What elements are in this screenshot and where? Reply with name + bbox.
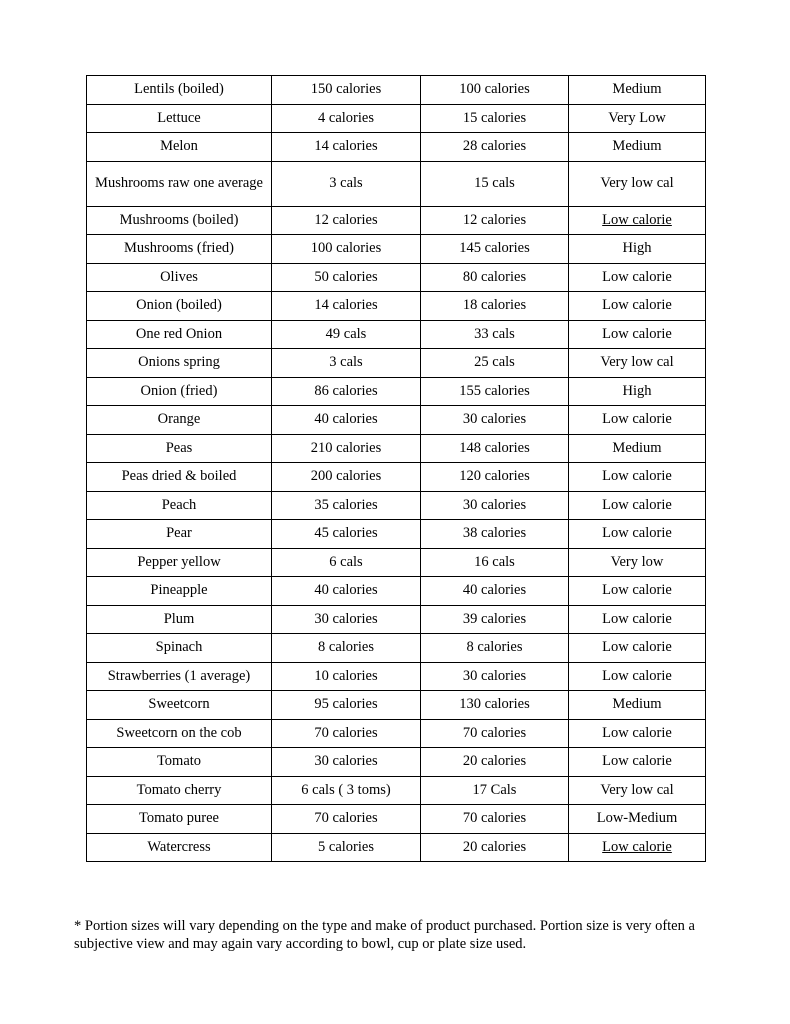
calorie-rating-cell: Low calorie [569, 463, 706, 492]
calories-per-portion-cell: 39 calories [421, 605, 569, 634]
calories-per-100g-cell: 49 cals [272, 320, 421, 349]
food-name-cell: Onions spring [87, 349, 272, 378]
calorie-rating-cell: Very low cal [569, 776, 706, 805]
food-name-cell: Tomato puree [87, 805, 272, 834]
calorie-rating-cell: Very low cal [569, 349, 706, 378]
table-row [87, 434, 706, 463]
calories-per-100g-cell: 14 calories [272, 292, 421, 321]
calories-per-portion-cell: 70 calories [421, 805, 569, 834]
calories-per-portion-cell: 30 calories [421, 406, 569, 435]
food-name-cell: Pear [87, 520, 272, 549]
food-name-cell: Onion (boiled) [87, 292, 272, 321]
table-row [87, 691, 706, 720]
table-row [87, 577, 706, 606]
calories-per-100g-cell: 5 calories [272, 833, 421, 862]
calorie-rating-cell: Low-Medium [569, 805, 706, 834]
calories-per-portion-cell: 15 cals [421, 161, 569, 206]
calories-per-100g-cell: 40 calories [272, 406, 421, 435]
calorie-rating-cell: Medium [569, 133, 706, 162]
calories-per-portion-cell: 130 calories [421, 691, 569, 720]
table-row [87, 833, 706, 862]
food-name-cell: Peas [87, 434, 272, 463]
calorie-rating-cell: High [569, 377, 706, 406]
calorie-rating-cell: Low calorie [569, 206, 706, 235]
table-row [87, 406, 706, 435]
calories-per-100g-cell: 6 cals [272, 548, 421, 577]
food-name-cell: Mushrooms (boiled) [87, 206, 272, 235]
table-row [87, 349, 706, 378]
calories-per-portion-cell: 20 calories [421, 833, 569, 862]
table-row [87, 491, 706, 520]
food-name-cell: Tomato [87, 748, 272, 777]
calorie-rating-cell: Low calorie [569, 634, 706, 663]
calories-per-100g-cell: 100 calories [272, 235, 421, 264]
food-name-cell: Melon [87, 133, 272, 162]
food-name-cell: Tomato cherry [87, 776, 272, 805]
calorie-rating-cell: Low calorie [569, 406, 706, 435]
table-row [87, 377, 706, 406]
calories-per-100g-cell: 86 calories [272, 377, 421, 406]
calories-per-portion-cell: 80 calories [421, 263, 569, 292]
food-name-cell: Peas dried & boiled [87, 463, 272, 492]
table-row [87, 206, 706, 235]
calorie-rating-cell: Low calorie [569, 605, 706, 634]
calorie-rating-cell: Very low cal [569, 161, 706, 206]
calorie-rating-cell: High [569, 235, 706, 264]
calories-per-portion-cell: 15 calories [421, 104, 569, 133]
table-row [87, 235, 706, 264]
calories-per-100g-cell: 70 calories [272, 805, 421, 834]
calories-per-100g-cell: 8 calories [272, 634, 421, 663]
calories-per-100g-cell: 10 calories [272, 662, 421, 691]
food-name-cell: Onion (fried) [87, 377, 272, 406]
table-row [87, 748, 706, 777]
table-row [87, 104, 706, 133]
calorie-rating-cell: Low calorie [569, 320, 706, 349]
calorie-rating-cell: Medium [569, 76, 706, 105]
calories-per-100g-cell: 14 calories [272, 133, 421, 162]
calories-per-portion-cell: 28 calories [421, 133, 569, 162]
table-row [87, 719, 706, 748]
food-name-cell: Sweetcorn on the cob [87, 719, 272, 748]
calorie-rating-cell: Low calorie [569, 520, 706, 549]
table-row [87, 662, 706, 691]
calorie-rating-cell: Very Low [569, 104, 706, 133]
calories-per-100g-cell: 200 calories [272, 463, 421, 492]
calories-per-100g-cell: 30 calories [272, 605, 421, 634]
table-row [87, 463, 706, 492]
calories-per-100g-cell: 3 cals [272, 161, 421, 206]
food-name-cell: Sweetcorn [87, 691, 272, 720]
calories-per-portion-cell: 33 cals [421, 320, 569, 349]
calories-per-100g-cell: 150 calories [272, 76, 421, 105]
calories-per-100g-cell: 30 calories [272, 748, 421, 777]
calorie-rating-cell: Low calorie [569, 662, 706, 691]
calories-per-100g-cell: 35 calories [272, 491, 421, 520]
food-name-cell: Lentils (boiled) [87, 76, 272, 105]
table-row [87, 548, 706, 577]
calories-per-100g-cell: 95 calories [272, 691, 421, 720]
footnote: * Portion sizes will vary depending on the type and make of product purchased. Portion size is very often a subjective view and may again vary according to bowl, cup or plate size used. [74, 917, 695, 952]
food-name-cell: One red Onion [87, 320, 272, 349]
calories-per-portion-cell: 145 calories [421, 235, 569, 264]
calories-per-100g-cell: 70 calories [272, 719, 421, 748]
calories-per-portion-cell: 20 calories [421, 748, 569, 777]
calories-per-portion-cell: 12 calories [421, 206, 569, 235]
table-row [87, 292, 706, 321]
calories-per-portion-cell: 18 calories [421, 292, 569, 321]
calorie-rating-cell: Medium [569, 691, 706, 720]
food-name-cell: Pepper yellow [87, 548, 272, 577]
calories-per-portion-cell: 38 calories [421, 520, 569, 549]
calories-per-100g-cell: 210 calories [272, 434, 421, 463]
calories-per-100g-cell: 12 calories [272, 206, 421, 235]
table-row [87, 133, 706, 162]
calories-per-portion-cell: 148 calories [421, 434, 569, 463]
calories-per-100g-cell: 40 calories [272, 577, 421, 606]
calorie-rating-cell: Medium [569, 434, 706, 463]
table-row [87, 520, 706, 549]
food-name-cell: Strawberries (1 average) [87, 662, 272, 691]
food-name-cell: Watercress [87, 833, 272, 862]
calorie-rating-cell: Low calorie [569, 263, 706, 292]
table-row [87, 320, 706, 349]
calorie-rating-cell: Low calorie [569, 833, 706, 862]
calories-per-portion-cell: 100 calories [421, 76, 569, 105]
calories-per-portion-cell: 25 cals [421, 349, 569, 378]
table-row [87, 805, 706, 834]
calorie-rating-cell: Very low [569, 548, 706, 577]
calorie-rating-cell: Low calorie [569, 292, 706, 321]
calories-per-100g-cell: 4 calories [272, 104, 421, 133]
calorie-rating-cell: Low calorie [569, 491, 706, 520]
food-name-cell: Pineapple [87, 577, 272, 606]
food-name-cell: Plum [87, 605, 272, 634]
calories-per-portion-cell: 120 calories [421, 463, 569, 492]
calories-per-100g-cell: 3 cals [272, 349, 421, 378]
food-name-cell: Olives [87, 263, 272, 292]
calories-per-portion-cell: 17 Cals [421, 776, 569, 805]
food-name-cell: Mushrooms raw one average [87, 161, 272, 206]
calories-per-portion-cell: 8 calories [421, 634, 569, 663]
table-row [87, 263, 706, 292]
food-name-cell: Peach [87, 491, 272, 520]
food-name-cell: Spinach [87, 634, 272, 663]
food-name-cell: Lettuce [87, 104, 272, 133]
food-name-cell: Mushrooms (fried) [87, 235, 272, 264]
table-row [87, 605, 706, 634]
table-row [87, 776, 706, 805]
table-row [87, 634, 706, 663]
calorie-table [86, 75, 706, 862]
calories-per-100g-cell: 50 calories [272, 263, 421, 292]
table-row [87, 161, 706, 206]
calories-per-portion-cell: 16 cals [421, 548, 569, 577]
calories-per-portion-cell: 70 calories [421, 719, 569, 748]
calories-per-portion-cell: 40 calories [421, 577, 569, 606]
table-row [87, 76, 706, 105]
calorie-rating-cell: Low calorie [569, 577, 706, 606]
calories-per-100g-cell: 45 calories [272, 520, 421, 549]
calories-per-100g-cell: 6 cals ( 3 toms) [272, 776, 421, 805]
calories-per-portion-cell: 30 calories [421, 662, 569, 691]
calorie-rating-cell: Low calorie [569, 719, 706, 748]
calories-per-portion-cell: 30 calories [421, 491, 569, 520]
calorie-rating-cell: Low calorie [569, 748, 706, 777]
food-name-cell: Orange [87, 406, 272, 435]
calories-per-portion-cell: 155 calories [421, 377, 569, 406]
